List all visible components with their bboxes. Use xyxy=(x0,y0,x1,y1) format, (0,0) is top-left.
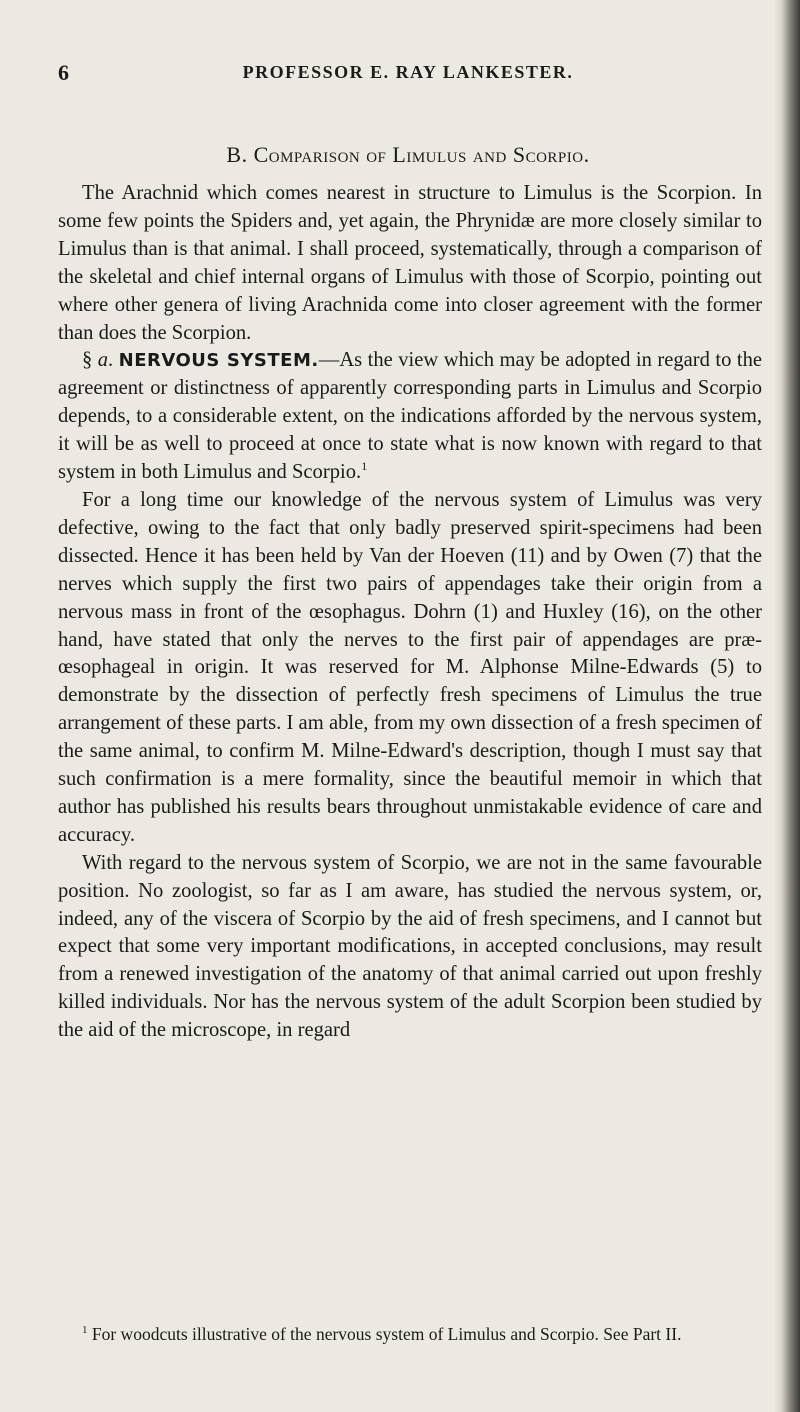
paragraph-1: The Arachnid which comes nearest in structure to Limulus is the Scorpion. In some few points the Spiders and, yet again, the Phrynidæ are more closely similar to Limulus than is that animal. I shall proceed, systematically, through a comparison of the skeletal and chief internal organs of Limulus with those of Scorpio, pointing out where other genera of living Arachnida come into closer agreement with the former than does the Scorpion. xyxy=(58,182,762,344)
section-letter-punct: . xyxy=(108,349,119,372)
paragraph-2-text: —As the view which may be adopted in regard to the agreement or distinctness of apparently corresponding parts in Limulus and Scorpio depends, to a considerable extent, on the indications afforded by the nervous system, it will be as well to proceed at once to state what is now known with regard to that system in both Limulus and Scorpio. xyxy=(58,349,763,484)
running-head xyxy=(58,60,758,90)
section-mark: § xyxy=(82,349,98,372)
footnote-reference: 1 xyxy=(361,459,368,474)
footnote-text: For woodcuts illustrative of the nervous system of Limulus and Scorpio. See Part II. xyxy=(91,1324,682,1344)
page-edge-shadow xyxy=(774,0,800,1412)
footnote-paragraph xyxy=(58,1322,762,1346)
paragraph-2 xyxy=(58,347,762,487)
paragraph-3: For a long time our knowledge of the nervous system of Limulus was very defective, owing to the fact that only badly preserved spirit-specimens had been dissected. Hence it has been held by Van der Hoeven (11) and by Owen (7) that the nerves which supply the first two pairs of appendages take their origin from a nervous mass in front of the œsophagus. Dohrn (1) and Huxley (16), on the other hand, have stated that only the nerves to the first pair of appendages are præ-œsophageal in origin. It was reserved for M. Alphonse Milne-Edwards (5) to demonstrate by the dissection of perfectly fresh specimens of Limulus the true arrangement of these parts. I am able, from my own dissection of a fresh specimen of the same animal, to confirm M. Milne-Edward's description, though I must say that such confirmation is a mere formality, since the beautiful memoir in which that author has published his results bears throughout unmistakable evidence of care and accuracy. xyxy=(58,488,762,846)
body-text xyxy=(58,180,762,1045)
section-heading: B. Comparison of Limulus and Scorpio. xyxy=(226,142,590,167)
paragraph-4: With regard to the nervous system of Scorpio, we are not in the same favourable position. No zoologist, so far as I am aware, has studied the nervous system, or, indeed, any of the viscera of Scorpio by the aid of fresh specimens, and I cannot but expect that some very important modifications, in accepted conclusions, may result from a renewed investigation of the anatomy of that animal carried out upon freshly killed individuals. Nor has the nervous system of the adult Scorpion been studied by the aid of the microscope, in regard xyxy=(58,851,762,1042)
page-number: 6 xyxy=(58,60,69,85)
subsection-heading: NERVOUS SYSTEM. xyxy=(118,350,319,372)
footnote-number: 1 xyxy=(82,1324,88,1337)
section-letter: a xyxy=(97,349,109,372)
running-title: PROFESSOR E. RAY LANKESTER. xyxy=(242,62,574,82)
footnote xyxy=(58,1322,762,1346)
